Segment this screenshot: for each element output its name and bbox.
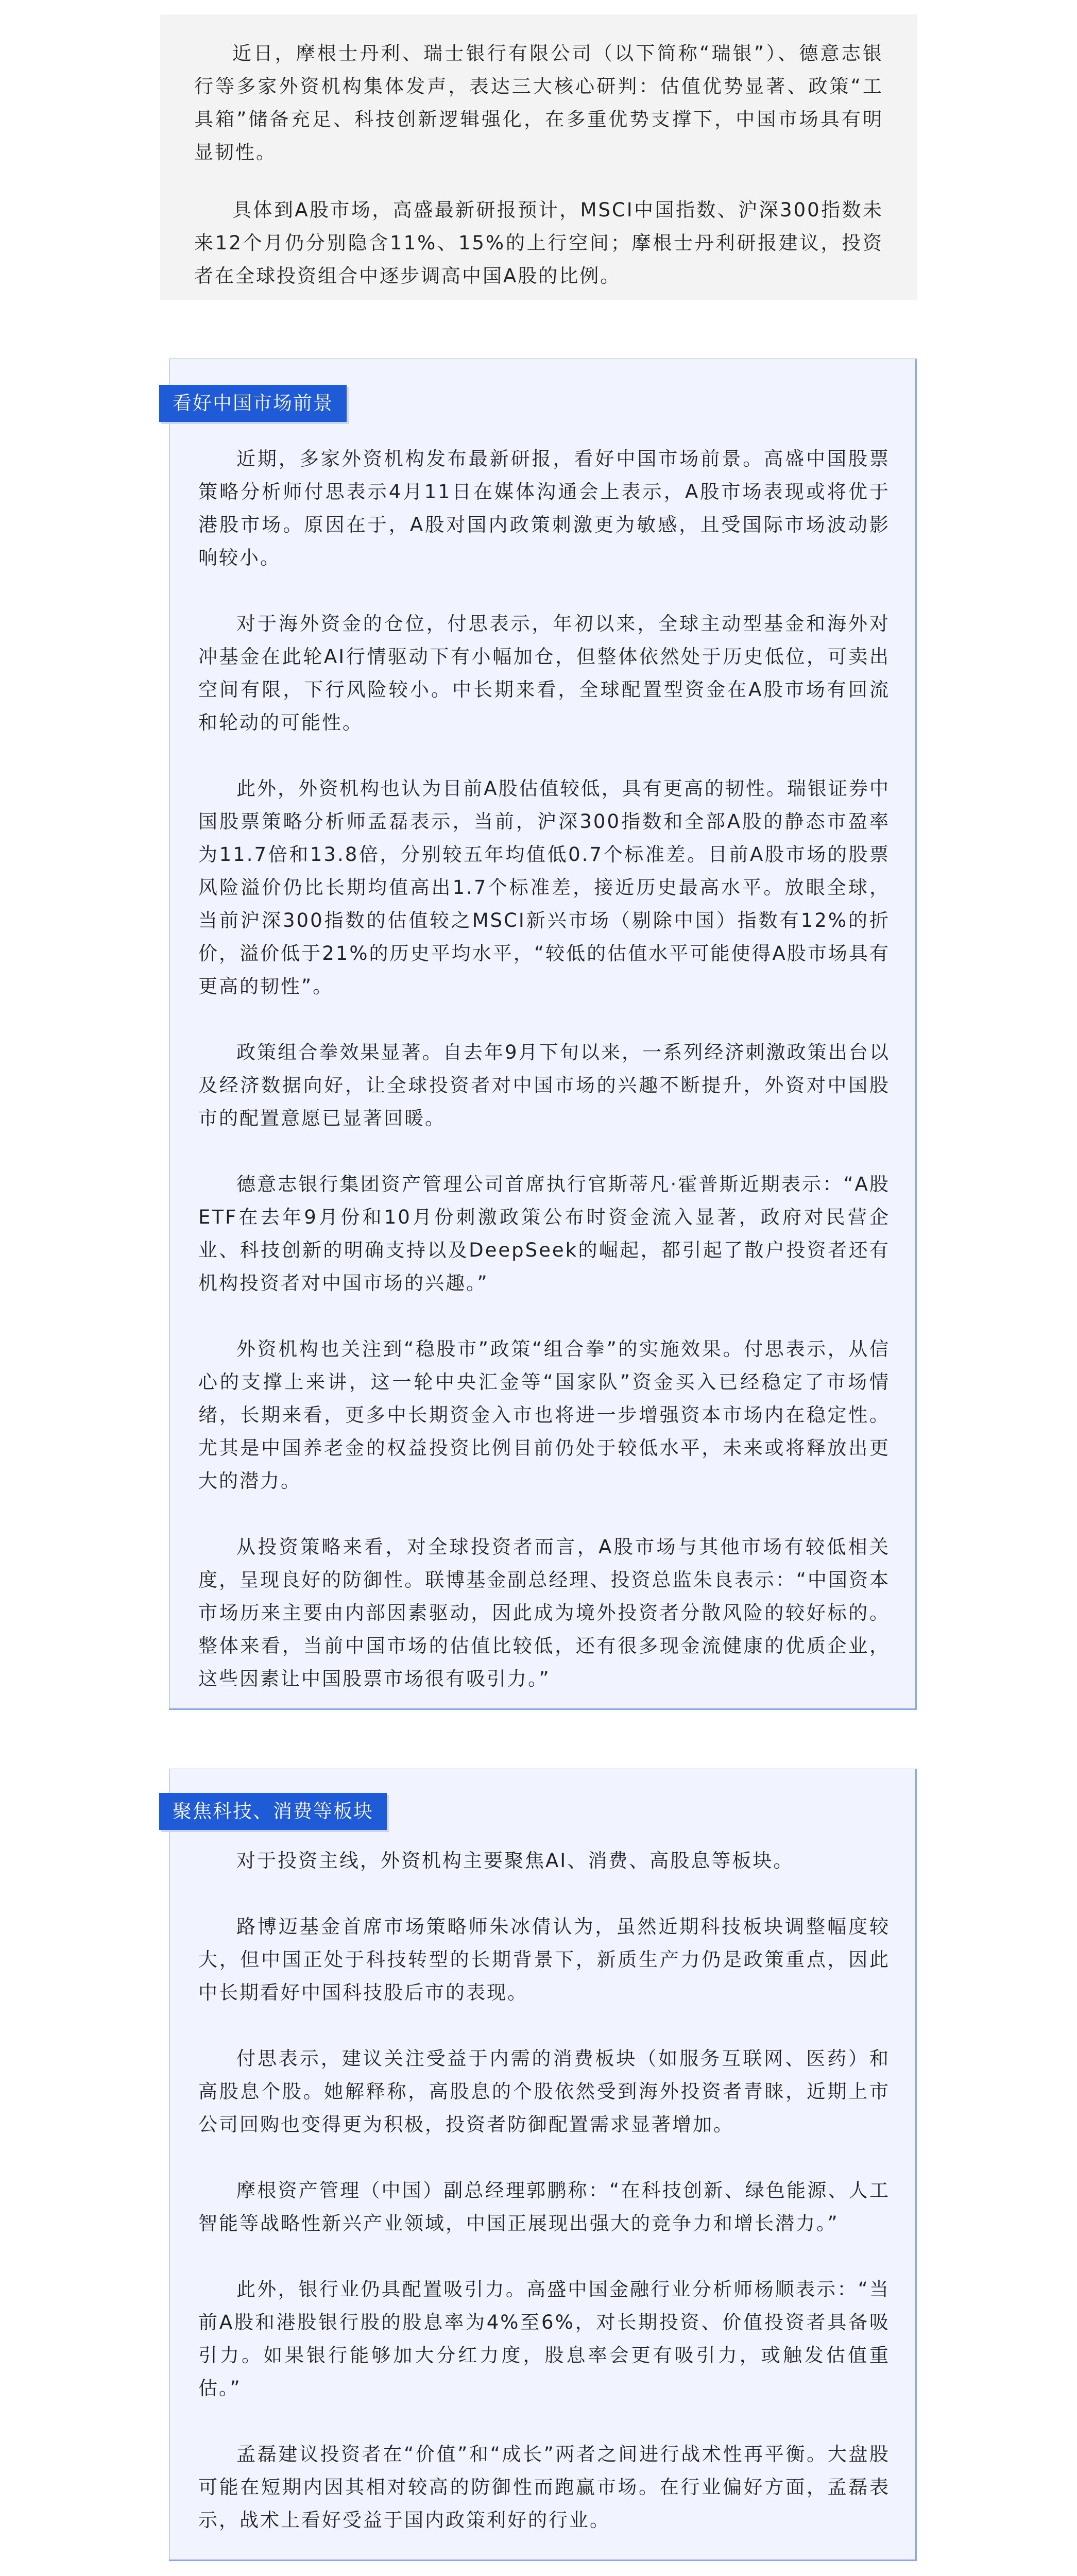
section-paragraph: 路博迈基金首席市场策略师朱冰倩认为，虽然近期科技板块调整幅度较大，但中国正处于科技转型的长期背景下，新质生产力仍是政策重点，因此中长期看好中国科技股后市的表现。 [198,1916,890,2004]
section-paragraph: 对于海外资金的仓位，付思表示，年初以来，全球主动型基金和海外对冲基金在此轮AI行情驱动下有小幅加仓，但整体依然处于历史低位，可卖出空间有限，下行风险较小。中长期来看，全球配置型资金在A股市场有回流和轮动的可能性。 [198,613,890,734]
section-paragraph: 政策组合拳效果显著。自去年9月下旬以来，一系列经济刺激政策出台以及经济数据向好，让全球投资者对中国市场的兴趣不断提升，外资对中国股市的配置意愿已显著回暖。 [198,1041,890,1129]
intro-paragraph: 近日，摩根士丹利、瑞士银行有限公司（以下简称“瑞银”）、德意志银行等多家外资机构集体发声，表达三大核心研判：估值优势显著、政策“工具箱”储备充足、科技创新逻辑强化，在多重优势支撑下，中国市场具有明显韧性。 [194,42,883,163]
intro-box [160,14,917,300]
section-paragraph: 对于投资主线，外资机构主要聚焦AI、消费、高股息等板块。 [236,1850,794,1872]
section-paragraph: 摩根资产管理（中国）副总经理郭鹏称：“在科技创新、绿色能源、人工智能等战略性新兴产业领域，中国正展现出强大的竞争力和增长潜力。” [198,2179,890,2234]
section-tag-market-outlook: 看好中国市场前景 [159,385,347,422]
section-market-outlook [169,359,917,1710]
section-paragraph: 孟磊建议投资者在“价值”和“成长”两者之间进行战术性再平衡。大盘股可能在短期内因其相对较高的防御性而跑赢市场。在行业偏好方面，孟磊表示，战术上看好受益于国内政策利好的行业。 [198,2443,890,2531]
section-paragraph: 付思表示，建议关注受益于内需的消费板块（如服务互联网、医药）和高股息个股。她解释称，高股息的个股依然受到海外投资者青睐，近期上市公司回购也变得更为积极，投资者防御配置需求显著增加。 [198,2047,890,2136]
section-paragraph: 外资机构也关注到“稳股市”政策“组合拳”的实施效果。付思表示，从信心的支撑上来讲，这一轮中央汇金等“国家队”资金买入已经稳定了市场情绪，长期来看，更多中长期资金入市也将进一步增强资本市场内在稳定性。尤其是中国养老金的权益投资比例目前仍处于较低水平，未来或将释放出更大的潜力。 [198,1338,890,1492]
intro-paragraph: 具体到A股市场，高盛最新研报预计，MSCI中国指数、沪深300指数未来12个月仍分别隐含11%、15%的上行空间；摩根士丹利研报建议，投资者在全球投资组合中逐步调高中国A股的比例。 [194,199,883,287]
section-paragraph: 近期，多家外资机构发布最新研报，看好中国市场前景。高盛中国股票策略分析师付思表示4月11日在媒体沟通会上表示，A股市场表现或将优于港股市场。原因在于，A股对国内政策刺激更为敏感，且受国际市场波动影响较小。 [198,448,890,569]
section-paragraph: 此外，银行业仍具配置吸引力。高盛中国金融行业分析师杨顺表示：“当前A股和港股银行股的股息率为4%至6%，对长期投资、价值投资者具备吸引力。如果银行能够加大分红力度，股息率会更有吸引力，或触发估值重估。” [198,2278,890,2399]
section-body [198,443,890,1728]
section-paragraph: 德意志银行集团资产管理公司首席执行官斯蒂凡·霍普斯近期表示：“A股ETF在去年9月份和10月份刺激政策公布时资金流入显著，政府对民营企业、科技创新的明确支持以及DeepSeek的崛起，都引起了散户投资者还有机构投资者对中国市场的兴趣。” [198,1173,890,1294]
section-tag-sector-focus: 聚焦科技、消费等板块 [159,1793,387,1830]
section-body [198,1844,890,2570]
section-paragraph: 此外，外资机构也认为目前A股估值较低，具有更高的韧性。瑞银证券中国股票策略分析师孟磊表示，当前，沪深300指数和全部A股的静态市盈率为11.7倍和13.8倍，分别较五年均值低0.7个标准差。目前A股市场的股票风险溢价仍比长期均值高出1.7个标准差，接近历史最高水平。放眼全球，当前沪深300指数的估值较之MSCI新兴市场（剔除中国）指数有12%的折价，溢价低于21%的历史平均水平，“较低的估值水平可能使得A股市场具有更高的韧性”。 [198,777,890,997]
section-paragraph: 从投资策略来看，对全球投资者而言，A股市场与其他市场有较低相关度，呈现良好的防御性。联博基金副总经理、投资总监朱良表示：“中国资本市场历来主要由内部因素驱动，因此成为境外投资者分散风险的较好标的。整体来看，当前中国市场的估值比较低，还有很多现金流健康的优质企业，这些因素让中国股票市场很有吸引力。” [198,1536,890,1690]
section-sector-focus [169,1769,917,2561]
